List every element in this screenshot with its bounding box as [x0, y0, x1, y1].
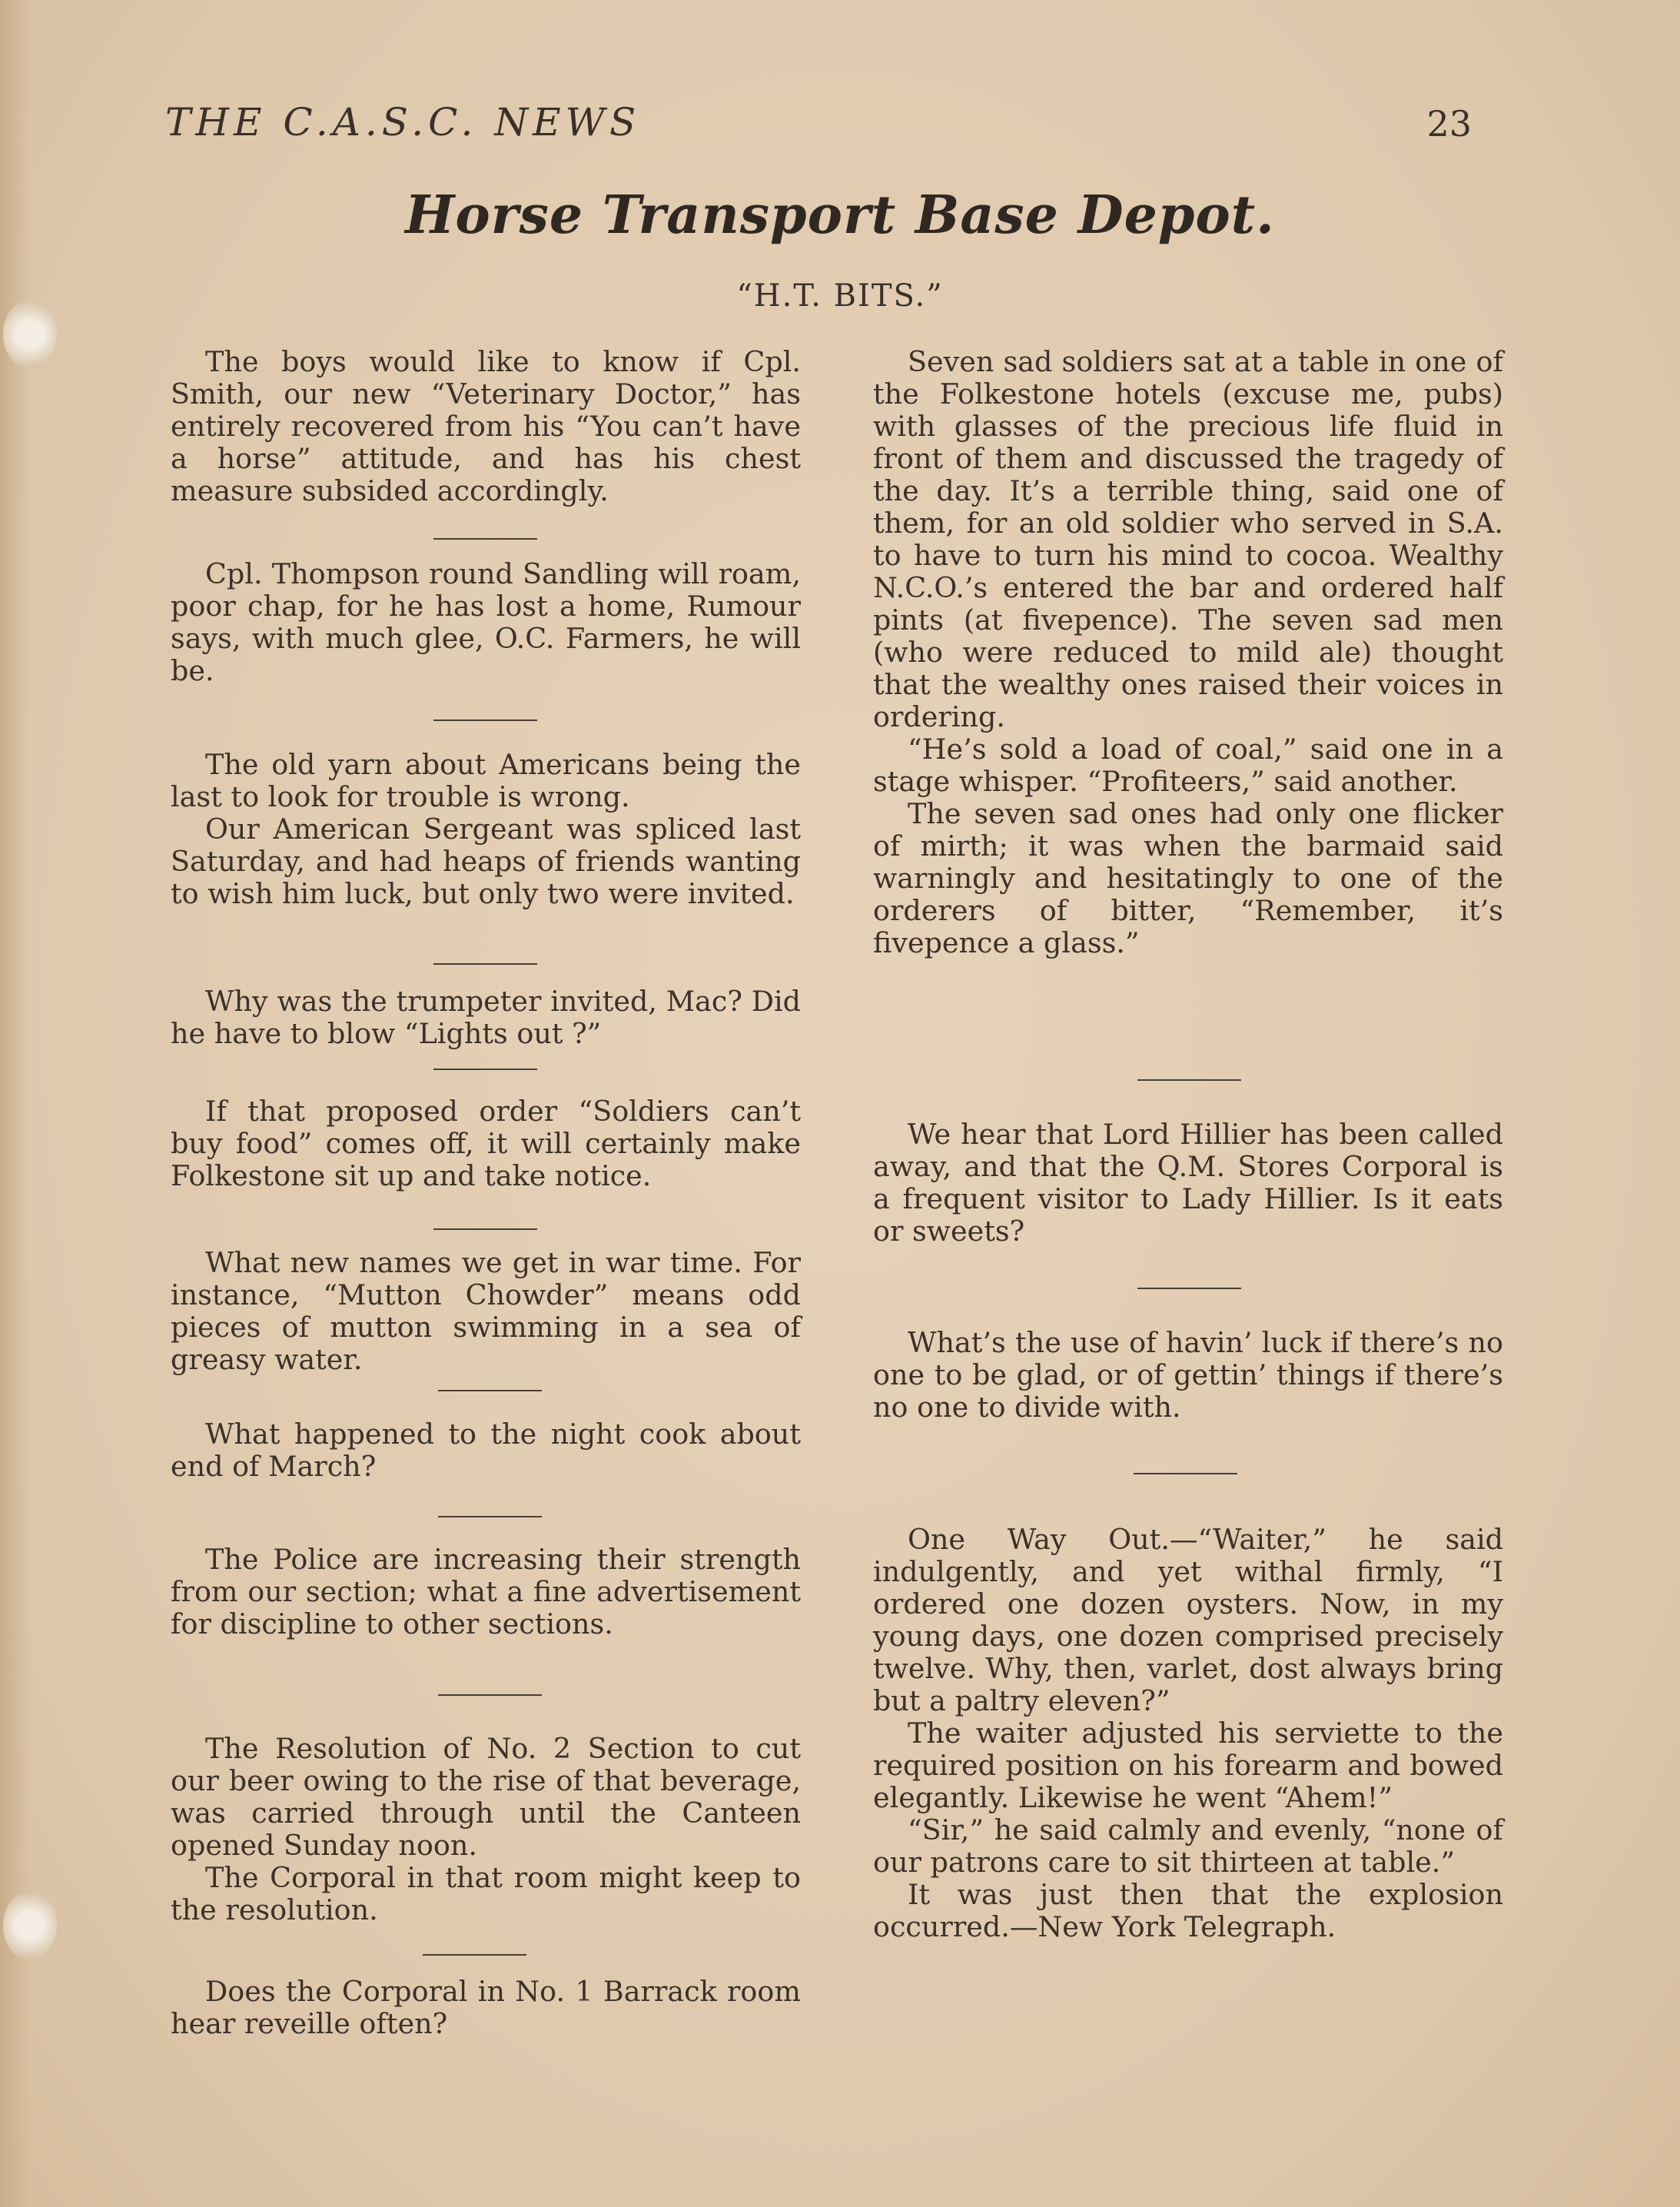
item-food-order — [171, 1095, 801, 1192]
paragraph: Cpl. Thompson round Sandling will roam, poor chap, for he has lost a home, Rumour says, with much glee, O.C. Farmers, he will be. — [171, 557, 801, 687]
paragraph: Our American Sergeant was spliced last Saturday, and had heaps of friends wanting to wish him luck, but only two were invited. — [171, 813, 801, 910]
paragraph: Seven sad soldiers sat at a table in one of the Folkestone hotels (excuse me, pubs) with glasses of the precious life fluid in front of them and discussed the tragedy of the day. It’s a terrible thing, said one of them, for an old soldier who served in S.A. to have to turn his mind to cocoa. Wealthy N.C.O.’s entered the bar and ordered half pints (at fivepence). The seven sad men (who were reduced to mild ale) thought that the wealthy ones raised their voices in ordering. — [873, 345, 1503, 733]
divider — [433, 538, 537, 540]
paragraph: The waiter adjusted his serviette to the required position on his forearm and bowed elegantly. Likewise he went “Ahem!” — [873, 1717, 1503, 1814]
item-resolution — [171, 1733, 801, 1926]
paragraph: The Police are increasing their strength from our section; what a fine advertisement for discipline to other sections. — [171, 1543, 801, 1640]
page-header — [165, 100, 1472, 161]
page-number: 23 — [1426, 103, 1472, 145]
paragraph: The Resolution of No. 2 Section to cut our beer owing to the rise of that beverage, was carried through until the Canteen opened Sunday noon. — [171, 1732, 801, 1862]
paragraph: The old yarn about Americans being the last to look for trouble is wrong. — [171, 748, 801, 813]
paragraph: The Corporal in that room might keep to the resolution. — [171, 1861, 801, 1926]
divider — [433, 720, 537, 721]
paragraph: One Way Out.—“Waiter,” he said indulgently, and yet withal firmly, “I ordered one dozen oysters. Now, in my young days, one dozen comprised precisely twelve. Why, then, varlet, dost always bring but a paltry eleven?” — [873, 1523, 1503, 1717]
divider — [433, 1228, 537, 1230]
divider — [438, 1390, 542, 1391]
paragraph: Why was the trumpeter invited, Mac? Did he have to blow “Lights out ?” — [171, 985, 801, 1050]
item-one-way-out — [873, 1524, 1503, 1943]
item-police — [171, 1544, 801, 1640]
paragraph: What’s the use of havin’ luck if there’s no one to be glad, or of gettin’ things if there’s no one to divide with. — [873, 1326, 1503, 1424]
page-title: Horse Transport Base Depot. — [405, 184, 1275, 246]
item-night-cook — [171, 1418, 801, 1483]
paragraph: “Sir,” he said calmly and evenly, “none of our patrons care to sit thirteen at table.” — [873, 1813, 1503, 1879]
paragraph: Does the Corporal in No. 1 Barrack room hear reveille often? — [171, 1975, 801, 2040]
paragraph: The boys would like to know if Cpl. Smith, our new “Veterinary Doctor,” has entirely recovered from his “You can’t have a horse” attitude, and has his chest measure subsided accordingly. — [171, 345, 801, 507]
paragraph: “He’s sold a load of coal,” said one in a stage whisper. “Profiteers,” said another. — [873, 733, 1503, 798]
item-mutton-chowder — [171, 1247, 801, 1376]
item-trumpeter — [171, 986, 801, 1050]
divider — [438, 1694, 542, 1696]
divider — [423, 1954, 526, 1956]
masthead: THE C.A.S.C. NEWS — [165, 100, 641, 145]
divider — [1134, 1473, 1237, 1474]
section-subtitle: “H.T. BITS.” — [736, 278, 944, 314]
paragraph: If that proposed order “Soldiers can’t buy food” comes off, it will certainly make Folkestone sit up and take notice. — [171, 1095, 801, 1192]
item-veterinary — [171, 346, 801, 507]
divider — [433, 963, 537, 965]
divider — [438, 1516, 542, 1517]
paragraph: What new names we get in war time. For instance, “Mutton Chowder” means odd pieces of mutton swimming in a sea of greasy water. — [171, 1246, 801, 1376]
item-havin-luck — [873, 1327, 1503, 1424]
paragraph: We hear that Lord Hillier has been called away, and that the Q.M. Stores Corporal is a frequent visitor to Lady Hillier. Is it eats or sweets? — [873, 1118, 1503, 1248]
item-lord-hillier — [873, 1118, 1503, 1248]
divider — [433, 1069, 537, 1070]
paragraph: It was just then that the explosion occurred.—New York Telegraph. — [873, 1878, 1503, 1943]
paragraph: The seven sad ones had only one flicker of mirth; it was when the barmaid said warningly and hesitatingly to one of the orderers of bitter, “Remember, it’s fivepence a glass.” — [873, 797, 1503, 959]
paragraph: What happened to the night cook about end of March? — [171, 1418, 801, 1483]
item-seven-sad-soldiers — [873, 346, 1503, 959]
binding-hole-bottom — [3, 1891, 57, 1960]
item-reveille — [171, 1976, 801, 2040]
divider — [1137, 1079, 1241, 1081]
item-americans — [171, 749, 801, 910]
divider — [1137, 1288, 1241, 1289]
item-thompson — [171, 558, 801, 687]
